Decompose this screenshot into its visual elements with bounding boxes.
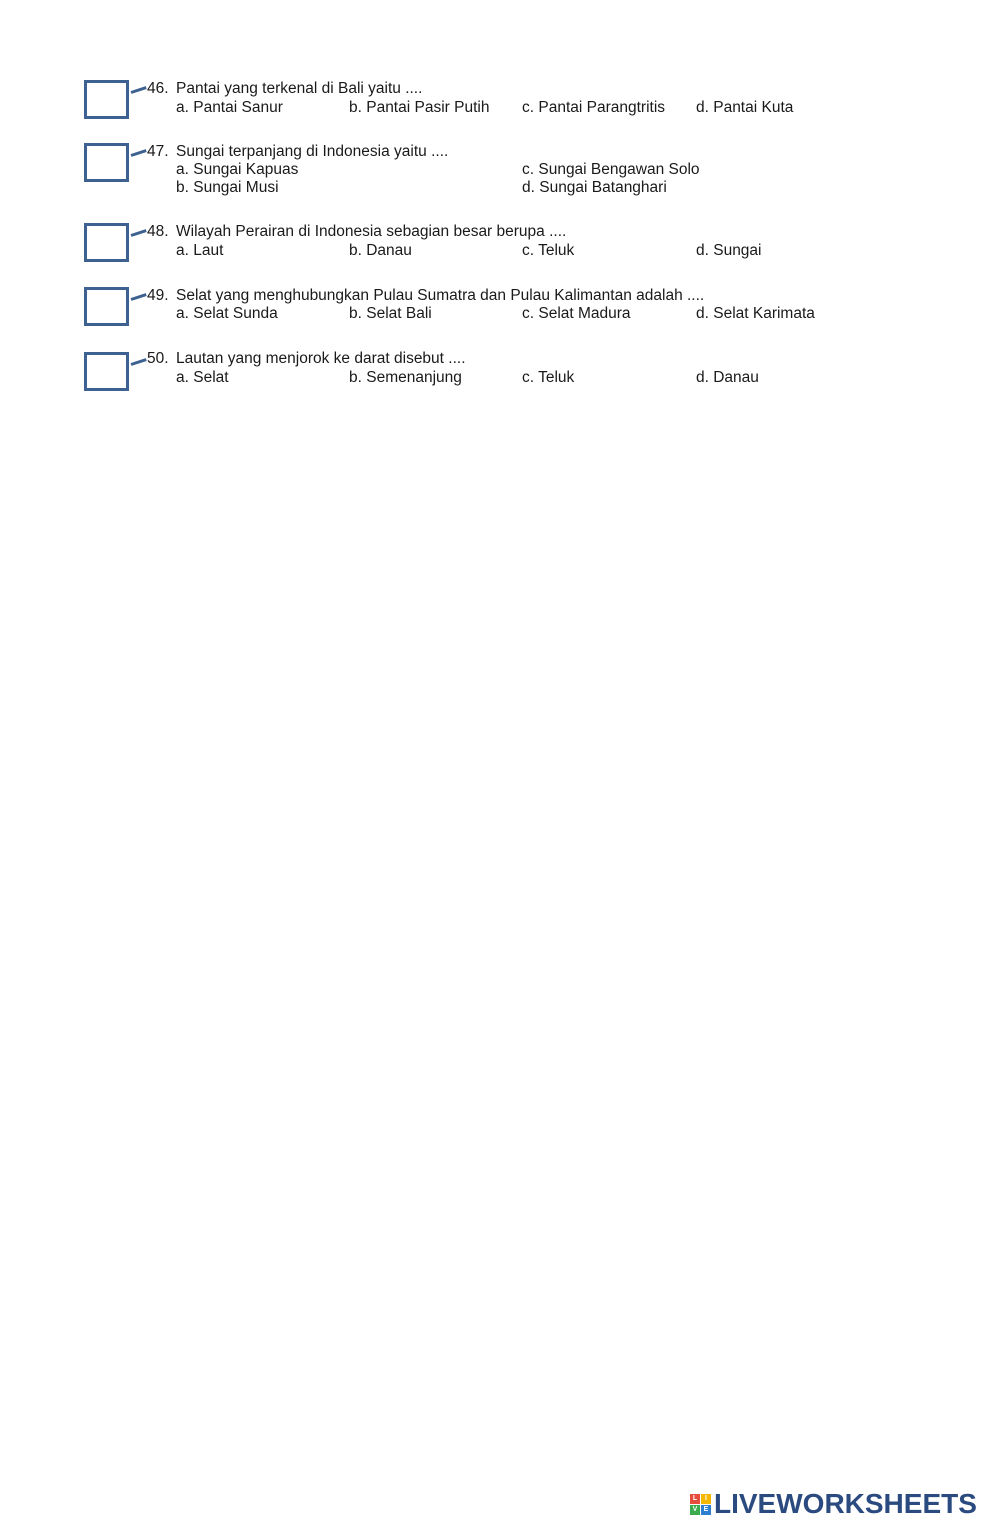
option-c: c. Teluk bbox=[522, 242, 575, 259]
connector-line bbox=[131, 86, 147, 94]
answer-box-49[interactable] bbox=[84, 287, 129, 326]
connector-line bbox=[131, 293, 147, 301]
answer-box-50[interactable] bbox=[84, 352, 129, 391]
logo-grid-letter: E bbox=[701, 1505, 711, 1515]
question-47 bbox=[0, 141, 999, 201]
question-46 bbox=[0, 78, 999, 138]
question-text: Lautan yang menjorok ke darat disebut .... bbox=[176, 350, 466, 367]
option-a: a. Sungai Kapuas bbox=[176, 161, 299, 178]
logo-grid-letter: I bbox=[701, 1494, 711, 1504]
question-number: 46. bbox=[147, 80, 169, 97]
option-c: c. Teluk bbox=[522, 369, 575, 386]
option-b: b. Sungai Musi bbox=[176, 179, 279, 196]
answer-box-47[interactable] bbox=[84, 143, 129, 182]
question-number: 48. bbox=[147, 223, 169, 240]
option-d: d. Danau bbox=[696, 369, 759, 386]
question-number: 47. bbox=[147, 143, 169, 160]
question-50 bbox=[0, 350, 999, 410]
option-c: c. Selat Madura bbox=[522, 305, 631, 322]
liveworksheets-logo[interactable] bbox=[690, 1489, 977, 1519]
option-a: a. Pantai Sanur bbox=[176, 99, 283, 116]
question-text: Sungai terpanjang di Indonesia yaitu .... bbox=[176, 143, 449, 160]
option-a: a. Selat bbox=[176, 369, 229, 386]
option-b: b. Danau bbox=[349, 242, 412, 259]
option-a: a. Laut bbox=[176, 242, 224, 259]
logo-grid-letter: L bbox=[690, 1494, 700, 1504]
question-text: Selat yang menghubungkan Pulau Sumatra dan Pulau Kalimantan adalah .... bbox=[176, 287, 705, 304]
question-text: Pantai yang terkenal di Bali yaitu .... bbox=[176, 80, 423, 97]
option-b: b. Pantai Pasir Putih bbox=[349, 99, 490, 116]
logo-text: LIVEWORKSHEETS bbox=[714, 1488, 977, 1519]
logo-icon bbox=[690, 1494, 711, 1515]
logo-grid-letter: V bbox=[690, 1505, 700, 1515]
question-48 bbox=[0, 221, 999, 281]
option-a: a. Selat Sunda bbox=[176, 305, 278, 322]
answer-box-48[interactable] bbox=[84, 223, 129, 262]
option-b: b. Selat Bali bbox=[349, 305, 432, 322]
answer-box-46[interactable] bbox=[84, 80, 129, 119]
option-b: b. Semenanjung bbox=[349, 369, 462, 386]
option-c: c. Pantai Parangtritis bbox=[522, 99, 666, 116]
option-c: c. Sungai Bengawan Solo bbox=[522, 161, 700, 178]
question-number: 49. bbox=[147, 287, 169, 304]
question-49 bbox=[0, 285, 999, 345]
option-d: d. Selat Karimata bbox=[696, 305, 815, 322]
question-number: 50. bbox=[147, 350, 169, 367]
question-text: Wilayah Perairan di Indonesia sebagian besar berupa .... bbox=[176, 223, 567, 240]
option-d: d. Sungai bbox=[696, 242, 762, 259]
connector-line bbox=[131, 149, 147, 157]
connector-line bbox=[131, 229, 147, 237]
option-d: d. Sungai Batanghari bbox=[522, 179, 667, 196]
connector-line bbox=[131, 358, 147, 366]
option-d: d. Pantai Kuta bbox=[696, 99, 794, 116]
